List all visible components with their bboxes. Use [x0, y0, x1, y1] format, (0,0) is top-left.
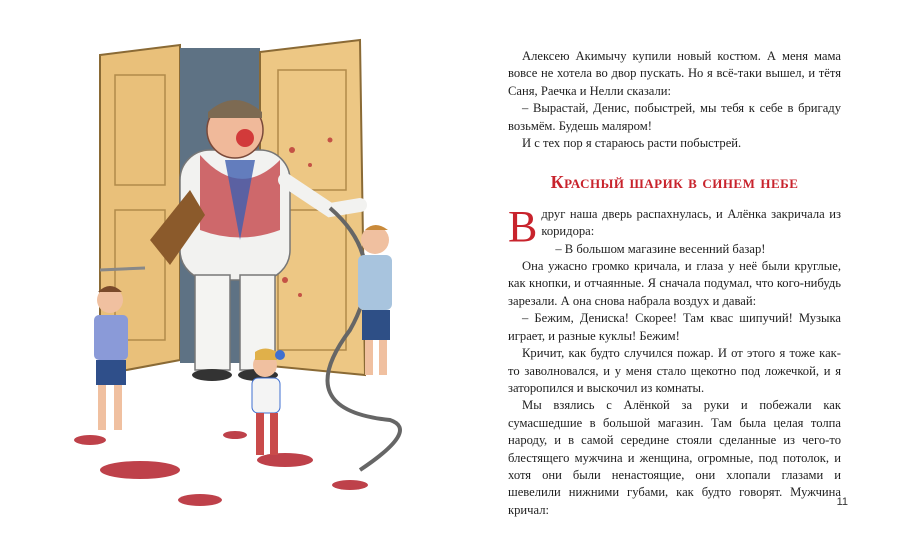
paint-splatters: [74, 431, 368, 506]
body-paragraph: Кричит, как будто случился пожар. И от этого я тоже как-то заволновался, и у меня стало щекотно под ложечкой, и я заторопился и выскочил из комнаты.: [508, 346, 841, 395]
intro-paragraph: Алексею Акимычу купили новый костюм. А меня мама вовсе не хотела во двор пускать. Но я всё-таки вышел, и тётя Саня, Раечка и Нелли сказали:: [508, 49, 841, 98]
text-column: [508, 48, 841, 519]
intro-paragraph: – Вырастай, Денис, побыстрей, мы тебя к себе в бригаду возьмём. Будешь маляром!: [508, 101, 841, 133]
illustration-painters-scene: [30, 30, 450, 520]
body-paragraph-text: друг наша дверь распахнулась, и Алёнка закричала из коридора:: [541, 206, 841, 239]
body-paragraph: Она ужасно громко кричала, и глаза у неё были круглые, как кнопки, и отчаянные. Я сначала подумал, что кого-нибудь зарезали. А она снова набрала воздух и давай:: [508, 259, 841, 308]
page-number: 11: [836, 496, 848, 508]
body-paragraph: – Бежим, Дениска! Скорее! Там квас шипучий! Музыка играет, и разные куклы! Бежим!: [508, 311, 841, 343]
body-paragraph: – В большом магазине весенний базар!: [555, 241, 766, 256]
chapter-title: Красный шарик в синем небе: [550, 172, 799, 193]
drop-cap: В: [508, 201, 538, 251]
intro-paragraph: И с тех пор я стараюсь расти побыстрей.: [522, 136, 742, 151]
illustration: [30, 30, 450, 520]
body-paragraph: Мы взялись с Алёнкой за руки и побежали как сумасшедшие в большой магазин. Там была целая толпа народу, и в самой середине стояли сделанные из чего-то блестящего мужчина и женщина, огромные, под потолок, и хотя они были ненастоящие, они хлопали глазами и шевелили нижними губами, как будто говорят. Мужчина кричал:: [508, 398, 841, 517]
